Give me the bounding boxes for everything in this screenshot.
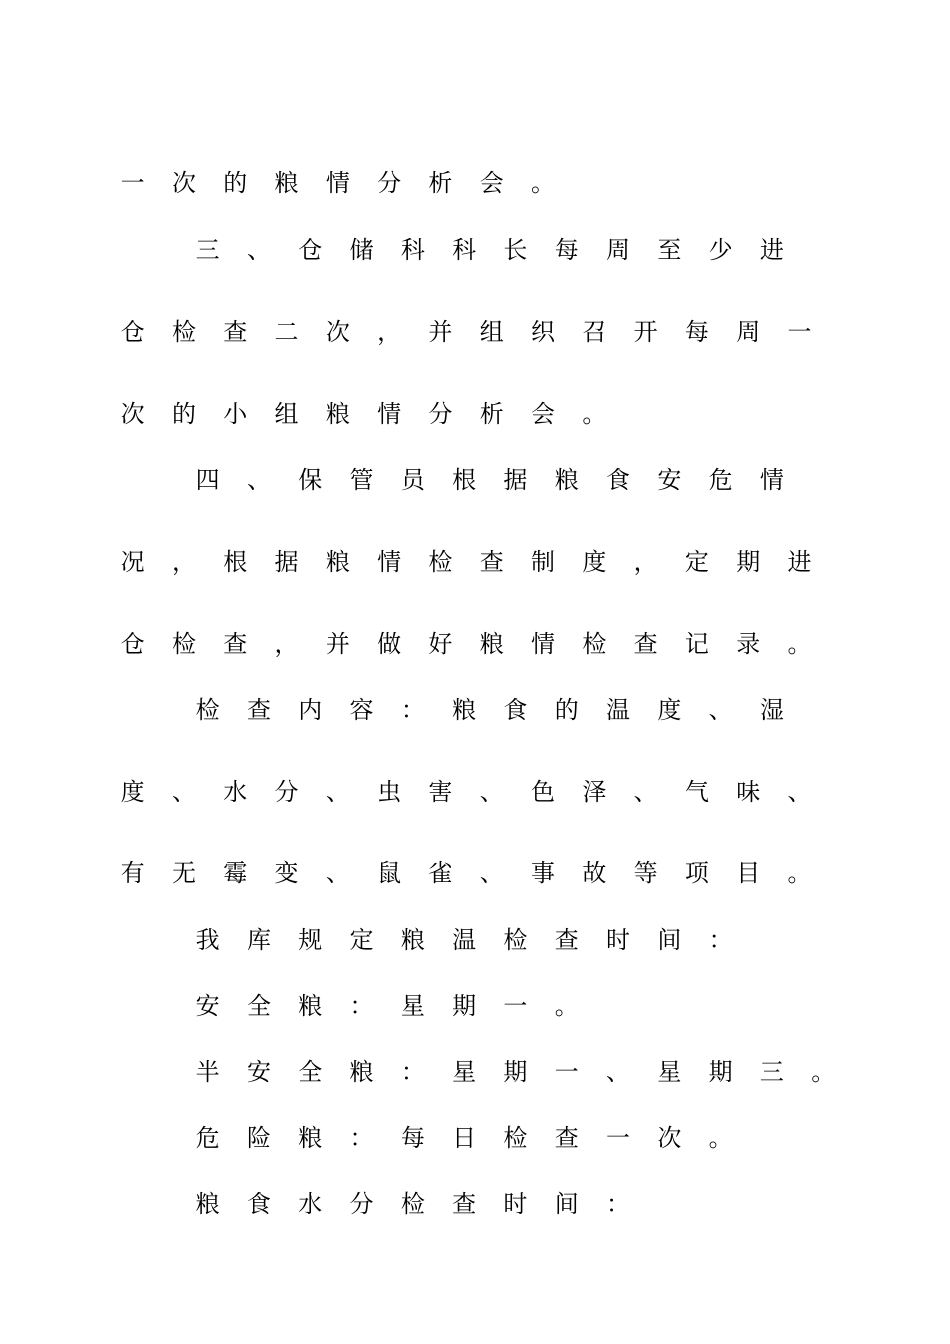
text-line: 一 次 的 粮 情 分 析 会 。 (120, 169, 556, 197)
text-line: 仓 检 查 ， 并 做 好 粮 情 检 查 记 录 。 (120, 630, 812, 658)
text-line: 仓 检 查 二 次 ， 并 组 织 召 开 每 周 一 (120, 318, 812, 346)
text-line: 粮 食 水 分 检 查 时 间 ： (195, 1190, 631, 1218)
text-line: 三 、 仓 储 科 科 长 每 周 至 少 进 (195, 236, 784, 264)
text-line: 安 全 粮 ： 星 期 一 。 (195, 992, 579, 1020)
text-line: 有 无 霉 变 、 鼠 雀 、 事 故 等 项 目 。 (120, 859, 812, 887)
text-line: 度 、 水 分 、 虫 害 、 色 泽 、 气 味 、 (120, 778, 812, 806)
text-line: 危 险 粮 ： 每 日 检 查 一 次 。 (195, 1124, 733, 1152)
text-line: 检 查 内 容 ： 粮 食 的 温 度 、 湿 (195, 696, 784, 724)
text-line: 半 安 全 粮 ： 星 期 一 、 星 期 三 。 (195, 1058, 836, 1086)
text-line: 况 ， 根 据 粮 情 检 查 制 度 ， 定 期 进 (120, 548, 812, 576)
text-line: 次 的 小 组 粮 情 分 析 会 。 (120, 400, 607, 428)
text-line: 四 、 保 管 员 根 据 粮 食 安 危 情 (195, 466, 784, 494)
text-line: 我 库 规 定 粮 温 检 查 时 间 ： (195, 926, 733, 954)
